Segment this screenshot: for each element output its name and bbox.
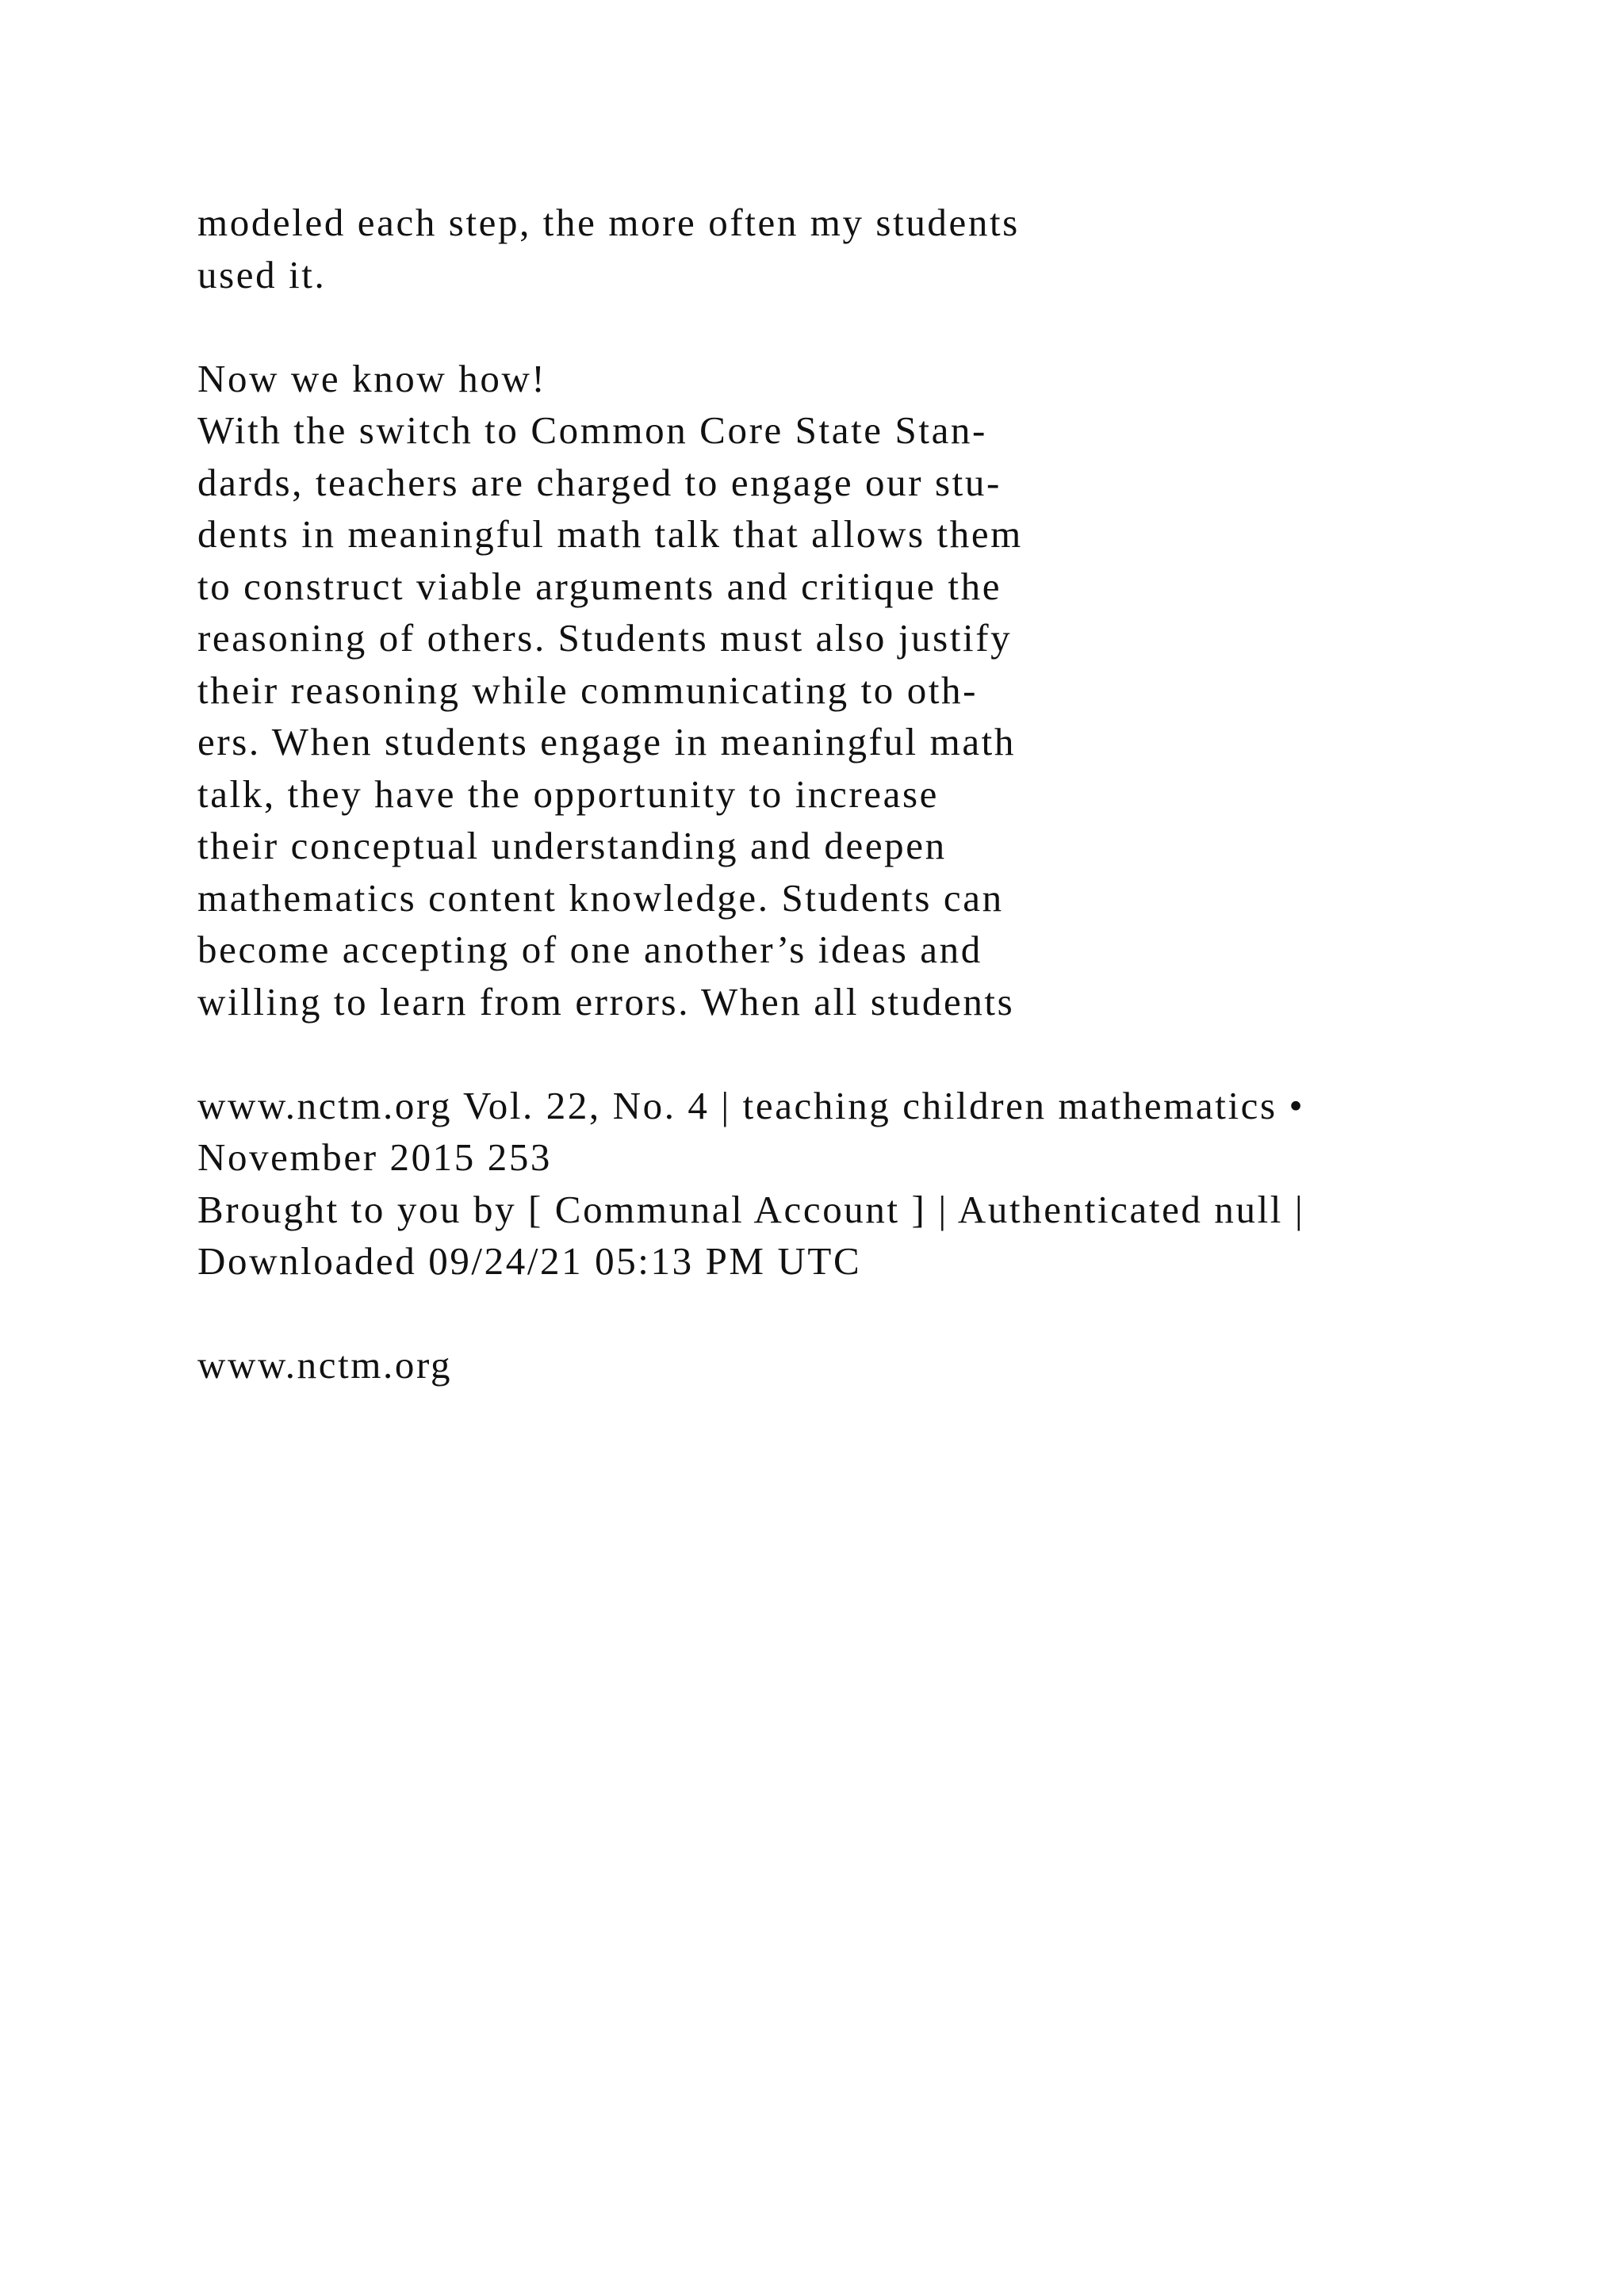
citation-line: www.nctm.org Vol. 22, No. 4 | teaching children mathematics • [197, 1083, 1305, 1127]
body-line: to construct viable arguments and critique the [197, 564, 1002, 608]
body-line: become accepting of one another’s ideas and [197, 928, 982, 971]
body-line: their conceptual understanding and deepen [197, 824, 947, 867]
document-text [197, 197, 1593, 1391]
section-heading: Now we know how! [197, 356, 547, 400]
paragraph-gap [197, 1027, 1593, 1080]
access-line: Downloaded 09/24/21 05:13 PM UTC [197, 1239, 862, 1283]
body-line: their reasoning while communicating to oth- [197, 668, 979, 712]
body-line: With the switch to Common Core State Stan- [197, 408, 987, 452]
body-line: dards, teachers are charged to engage our stu- [197, 460, 1002, 504]
body-line: ers. When students engage in meaningful math [197, 720, 1017, 763]
body-line: willing to learn from errors. When all students [197, 979, 1015, 1024]
intro-line: modeled each step, the more often my students [197, 201, 1020, 244]
website-link[interactable]: www.nctm.org [197, 1343, 453, 1387]
citation-line: November 2015 253 [197, 1135, 553, 1179]
body-line: reasoning of others. Students must also justify [197, 616, 1013, 660]
paragraph-gap [197, 300, 1593, 353]
access-line: Brought to you by [ Communal Account ] | Authenticated null | [197, 1187, 1305, 1231]
body-line: mathematics content knowledge. Students can [197, 875, 1004, 920]
paragraph-gap [197, 1288, 1593, 1340]
intro-line: used it. [197, 252, 327, 297]
body-line: talk, they have the opportunity to increase [197, 771, 940, 816]
body-line: dents in meaningful math talk that allows them [197, 512, 1023, 556]
